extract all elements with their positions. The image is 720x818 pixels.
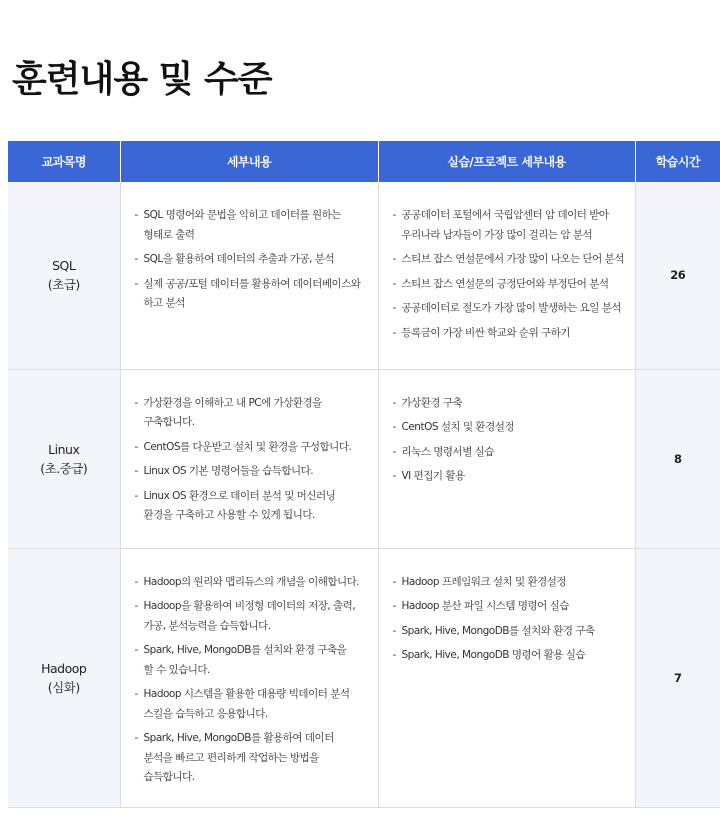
subject-level: (심화) <box>47 679 80 695</box>
projects-list <box>379 370 635 487</box>
list-item: - Spark, Hive, MongoDB 명령어 활용 실습 <box>393 646 635 666</box>
list-item: - SQL 명령어와 문법을 익히고 데이터를 원하는 형태로 출력 <box>135 206 378 245</box>
table-header-row <box>8 141 720 182</box>
details-cell <box>120 182 378 369</box>
list-item: - 스티브 잡스 연설문에서 가장 많이 나오는 단어 분석 <box>393 250 635 270</box>
list-item: - Hadoop 시스템을 활용한 대용량 빅데이터 분석 스킬을 습득하고 응용합니다. <box>135 685 378 724</box>
list-item: - VI 편집기 활용 <box>393 467 635 487</box>
curriculum-table <box>8 141 720 808</box>
list-item: - Spark, Hive, MongoDB를 설치와 환경 구축을 할 수 있습니다. <box>135 641 378 680</box>
subject-level: (초급) <box>47 277 80 293</box>
details-list <box>121 370 378 526</box>
list-item: - 스티브 잡스 연설문의 긍정단어와 부정단어 분석 <box>393 275 635 295</box>
list-item: - Hadoop의 원리와 맵리듀스의 개념을 이해합니다. <box>135 573 378 593</box>
list-item: - CentOS를 다운받고 설치 및 환경을 구성합니다. <box>135 438 378 458</box>
list-item: - SQL을 활용하여 데이터의 추출과 가공, 분석 <box>135 250 378 270</box>
list-item: - CentOS 설치 및 환경설정 <box>393 418 635 438</box>
hours-cell: 8 <box>635 369 720 548</box>
list-item: - 실제 공공/포털 데이터를 활용하여 데이터베이스와 하고 분석 <box>135 275 378 314</box>
hours-cell: 26 <box>635 182 720 369</box>
list-item: - 가상환경을 이해하고 내 PC에 가상환경을 구축합니다. <box>135 394 378 433</box>
header-subject: 교과목명 <box>8 141 120 182</box>
projects-list <box>379 182 635 343</box>
subject-name: SQL <box>52 258 76 274</box>
subject-name: Hadoop <box>41 660 87 676</box>
subject-name: Linux <box>48 441 80 457</box>
details-cell <box>120 369 378 548</box>
list-item: - 공공데이터로 절도가 가장 많이 발생하는 요일 분석 <box>393 299 635 319</box>
subject-cell <box>8 182 120 369</box>
list-item: - 공공데이터 포털에서 국립암센터 암 데이터 받아 우리나라 남자들이 가장 많이 걸리는 암 분석 <box>393 206 635 245</box>
list-item: - Spark, Hive, MongoDB를 활용하여 데이터 분석을 빠르고 편리하게 작업하는 방법을 습득합니다. <box>135 729 378 788</box>
table-row-hadoop <box>8 548 720 807</box>
list-item: - Hadoop 분산 파일 시스템 명령어 실습 <box>393 597 635 617</box>
projects-cell <box>378 369 635 548</box>
list-item: - Hadoop을 활용하여 비정형 데이터의 저장, 출력, 가공, 분석능력을 습득합니다. <box>135 597 378 636</box>
header-projects: 실습/프로젝트 세부내용 <box>378 141 635 182</box>
details-list <box>121 182 378 314</box>
table-row-linux <box>8 369 720 548</box>
details-cell <box>120 548 378 807</box>
subject-cell <box>8 369 120 548</box>
subject-cell <box>8 548 120 807</box>
details-list <box>121 549 378 788</box>
subject-level: (초.중급) <box>40 460 88 476</box>
table-row-sql <box>8 182 720 369</box>
header-hours: 학습시간 <box>635 141 720 182</box>
page-title: 훈련내용 및 수준 <box>12 59 272 100</box>
header-details: 세부내용 <box>120 141 378 182</box>
list-item: - Linux OS 기본 명령어들을 습득합니다. <box>135 462 378 482</box>
projects-cell <box>378 182 635 369</box>
list-item: - 리눅스 명령서별 실습 <box>393 443 635 463</box>
list-item: - Hadoop 프레임워크 설치 및 환경설정 <box>393 573 635 593</box>
list-item: - 가상환경 구축 <box>393 394 635 414</box>
projects-list <box>379 549 635 666</box>
list-item: - Linux OS 환경으로 데이터 분석 및 머신러닝 환경을 구축하고 사용할 수 있게 됩니다. <box>135 487 378 526</box>
hours-cell: 7 <box>635 548 720 807</box>
list-item: - 등록금이 가장 비싼 학교와 순위 구하기 <box>393 324 635 344</box>
list-item: - Spark, Hive, MongoDB를 설치와 환경 구축 <box>393 622 635 642</box>
projects-cell <box>378 548 635 807</box>
